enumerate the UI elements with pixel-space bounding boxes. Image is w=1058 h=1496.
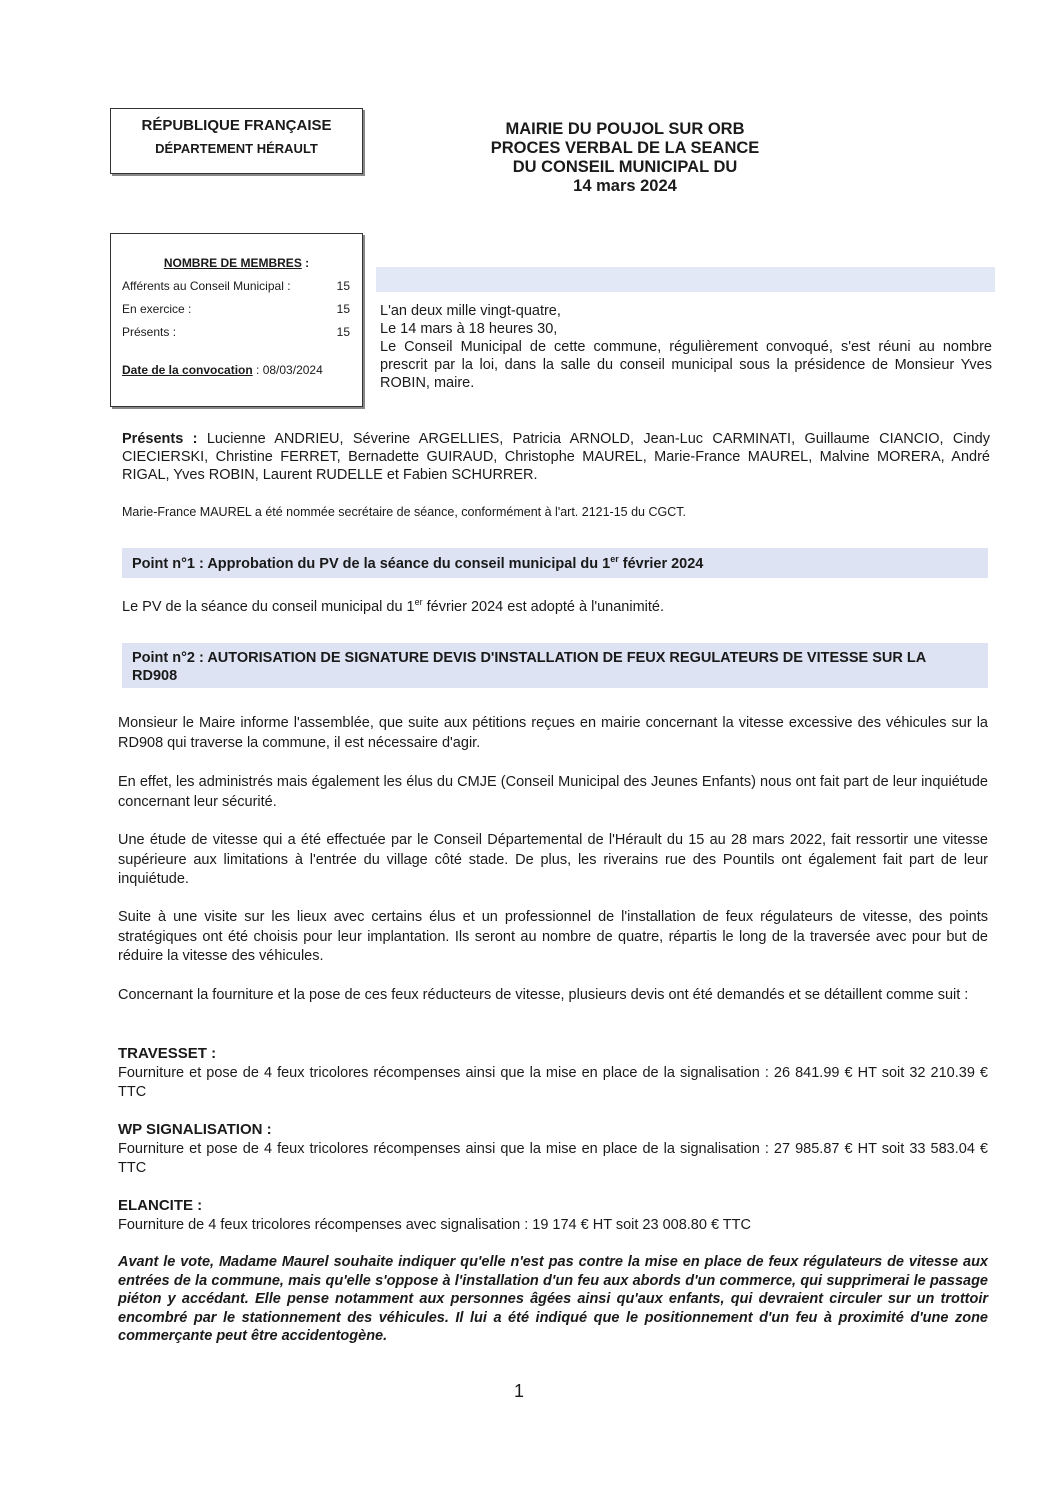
point1-body: Le PV de la séance du conseil municipal du 1er février 2024 est adopté à l'unanimité. xyxy=(122,597,664,615)
republique-label: RÉPUBLIQUE FRANÇAISE xyxy=(141,117,332,134)
page-number: 1 xyxy=(514,1381,525,1401)
vendor-wp-signalisation xyxy=(118,1120,988,1179)
intro-line-1: L'an deux mille vingt-quatre, xyxy=(380,303,561,319)
departement-label: DÉPARTEMENT HÉRAULT xyxy=(155,141,318,156)
vendor-name: ELANCITE : xyxy=(118,1197,203,1214)
title-line-3: DU CONSEIL MUNICIPAL DU xyxy=(512,158,738,176)
intro-shade-bar xyxy=(376,267,995,292)
members-row: En exercice : 15 xyxy=(122,302,350,316)
presents-paragraph xyxy=(122,430,990,484)
point2-bar xyxy=(122,643,988,688)
members-heading: NOMBRE DE MEMBRES : xyxy=(163,256,310,270)
point1-title: Point n°1 : Approbation du PV de la séance du conseil municipal du 1er février 2024 xyxy=(132,554,704,572)
point2-paragraph-2: En effet, les administrés mais également les élus du CMJE (Conseil Municipal des Jeunes Enfants) nous ont fait part de leur inquiétude concernant leur sécurité. xyxy=(118,774,988,810)
title-line-1: MAIRIE DU POUJOL SUR ORB xyxy=(505,120,745,138)
members-row: Afférents au Conseil Municipal : 15 xyxy=(122,279,350,293)
point2-paragraph-3: Une étude de vitesse qui a été effectuée par le Conseil Départemental de l'Hérault du 15 au 28 mars 2022, fait ressortir une vitesse supérieure aux limitations à l'entrée du village côté stade. De plus, les riverains rue des Pountils ont également fait part de leur inquiétude. xyxy=(118,832,988,887)
intro-line-2: Le 14 mars à 18 heures 30, xyxy=(380,321,558,337)
members-row: Présents : 15 xyxy=(122,325,350,339)
title-line-2: PROCES VERBAL DE LA SEANCE xyxy=(490,139,760,157)
document-title xyxy=(430,120,820,196)
point2-title: Point n°2 : AUTORISATION DE SIGNATURE DEVIS D'INSTALLATION DE FEUX REGULATEURS DE VITESSE SUR LA RD908 xyxy=(132,650,926,684)
vendor-name: TRAVESSET : xyxy=(118,1045,217,1062)
vendor-name: WP SIGNALISATION : xyxy=(118,1121,272,1138)
point2-paragraph-4: Suite à une visite sur les lieux avec certains élus et un professionnel de l'installation de feux régulateurs de vitesse, des points stratégiques ont été choisis pour leur implantation. Ils seront au nombre de quatre, répartis le long de la traversée avec pour but de réduire la vitesse des véhicules. xyxy=(118,909,988,964)
header-republique-box xyxy=(110,108,363,174)
vendor-elancite xyxy=(118,1196,988,1235)
secretaire-line: Marie-France MAUREL a été nommée secrétaire de séance, conformément à l'art. 2121-15 du CGCT. xyxy=(122,505,686,519)
point2-paragraph-5: Concernant la fourniture et la pose de ces feux réducteurs de vitesse, plusieurs devis ont été demandés et se détaillent comme suit : xyxy=(118,987,969,1003)
maurel-note: Avant le vote, Madame Maurel souhaite indiquer qu'elle n'est pas contre la mise en place de feux régulateurs de vitesse aux entrées de la commune, mais qu'elle s'oppose à l'installation d'un feu aux abords d'un commerce, qui supprimerai le passage piéton y accédant. Elle pense notamment aux personnes âgées ainsi qu'aux enfants, qui devraient circuler sur un trottoir encombré par le stationnement des véhicules. Il lui a été indiqué que le positionnement d'un feu à proximité d'une zone commerçante peut être accidentogène. xyxy=(118,1254,988,1344)
vendor-quote: Fourniture de 4 feux tricolores récompenses avec signalisation : 19 174 € HT soit 23 008.80 € TTC xyxy=(118,1216,751,1233)
presents-label: Présents : xyxy=(122,431,198,447)
point1-bar xyxy=(122,548,988,578)
vendor-travesset xyxy=(118,1044,988,1103)
vendor-quote: Fourniture et pose de 4 feux tricolores récompenses ainsi que la mise en place de la signalisation : 27 985.87 € HT soit 33 583.04 € TTC xyxy=(118,1140,988,1176)
intro-text xyxy=(380,302,992,392)
point2-paragraph-1: Monsieur le Maire informe l'assemblée, que suite aux pétitions reçues en mairie concernant la vitesse excessive des véhicules sur la RD908 qui traverse la commune, il est nécessaire d'agir. xyxy=(118,715,988,751)
intro-line-3: Le Conseil Municipal de cette commune, régulièrement convoqué, s'est réuni au nombre prescrit par la loi, dans la salle du conseil municipal sous la présidence de Monsieur Yves ROBIN, maire. xyxy=(380,339,992,391)
convocation-date: Date de la convocation : 08/03/2024 xyxy=(122,363,323,377)
vendor-quote: Fourniture et pose de 4 feux tricolores récompenses ainsi que la mise en place de la signalisation : 26 841.99 € HT soit 32 210.39 € TTC xyxy=(118,1064,988,1100)
presents-list: Lucienne ANDRIEU, Séverine ARGELLIES, Patricia ARNOLD, Jean-Luc CARMINATI, Guillaume CIANCIO, Cindy CIECIERSKI, Christine FERRET, Bernadette GUIRAUD, Christophe MAUREL, Marie-France MAUREL, Malvine MORERA, André RIGAL, Yves ROBIN, Laurent RUDELLE et Fabien SCHURRER. xyxy=(122,431,990,483)
members-box xyxy=(110,233,363,407)
title-line-4: 14 mars 2024 xyxy=(573,177,677,195)
